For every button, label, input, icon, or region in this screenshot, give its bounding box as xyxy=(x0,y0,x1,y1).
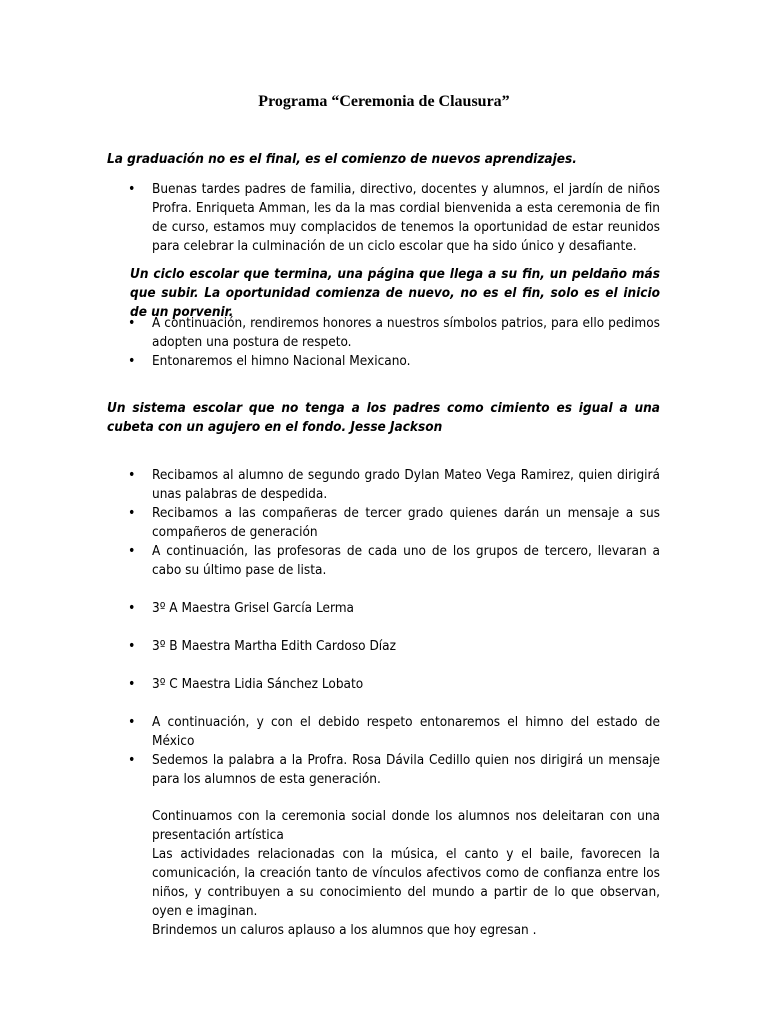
bullet-group-3b xyxy=(125,637,660,656)
list-item: • Recibamos a las compañeras de tercer grado quienes darán un mensaje a sus compañeros de generación xyxy=(125,504,660,542)
list-item: • 3º B Maestra Martha Edith Cardoso Díaz xyxy=(125,637,660,656)
list-item: • A continuación, las profesoras de cada uno de los grupos de tercero, llevaran a cabo su último pase de lista. xyxy=(125,542,660,580)
list-item: • Entonaremos el himno Nacional Mexicano. xyxy=(125,352,660,371)
list-item: • A continuación, rendiremos honores a nuestros símbolos patrios, para ello pedimos adopten una postura de respeto. xyxy=(125,314,660,352)
bullet-group-3a xyxy=(125,599,660,618)
bullet-message xyxy=(125,751,660,789)
list-item: • Recibamos al alumno de segundo grado Dylan Mateo Vega Ramirez, quien dirigirá unas palabras de despedida. xyxy=(125,466,660,504)
list-item: • Sedemos la palabra a la Profra. Rosa Dávila Cedillo quien nos dirigirá un mensaje para los alumnos de esta generación. xyxy=(125,751,660,789)
cycle-quote: Un ciclo escolar que termina, una página que llega a su fin, un peldaño más que subir. La oportunidad comienza de nuevo, no es el fin, solo es el inicio de un porvenir. xyxy=(130,266,660,320)
parents-quote: Un sistema escolar que no tenga a los padres como cimiento es igual a una cubeta con un agujero en el fondo. Jesse Jackson xyxy=(107,400,660,435)
opening-quote: La graduación no es el final, es el comienzo de nuevos aprendizajes. xyxy=(107,151,577,167)
bullet-list-honors xyxy=(125,314,660,371)
bullet-state-anthem xyxy=(125,713,660,751)
closing-line: Brindemos un caluros aplauso a los alumnos que hoy egresan . xyxy=(152,922,537,938)
list-item: • Buenas tardes padres de familia, directivo, docentes y alumnos, el jardín de niños Profra. Enriqueta Amman, les da la mas cordial bienvenida a esta ceremonia de fin de curso, estamos muy complacidos de tenemos la oportunidad de estar reunidos para celebrar la culminación de un ciclo escolar que ha sido único y desafiante. xyxy=(125,180,660,256)
bullet-list-program xyxy=(125,466,660,580)
closing-line: Continuamos con la ceremonia social donde los alumnos nos deleitaran con una presentación artística xyxy=(152,808,660,843)
document-title: Programa “Ceremonia de Clausura” xyxy=(258,93,510,110)
bullet-list-welcome xyxy=(125,180,660,256)
closing-line: Las actividades relacionadas con la música, el canto y el baile, favorecen la comunicación, la creación tanto de vínculos afectivos como de confianza entre los niños, y contribuyen a su conocimiento del mundo a partir de lo que observan, oyen e imaginan. xyxy=(152,846,660,919)
bullet-group-3c xyxy=(125,675,660,694)
list-item: • 3º A Maestra Grisel García Lerma xyxy=(125,599,660,618)
list-item: • A continuación, y con el debido respeto entonaremos el himno del estado de México xyxy=(125,713,660,751)
list-item: • 3º C Maestra Lidia Sánchez Lobato xyxy=(125,675,660,694)
closing-paragraph xyxy=(152,807,660,940)
